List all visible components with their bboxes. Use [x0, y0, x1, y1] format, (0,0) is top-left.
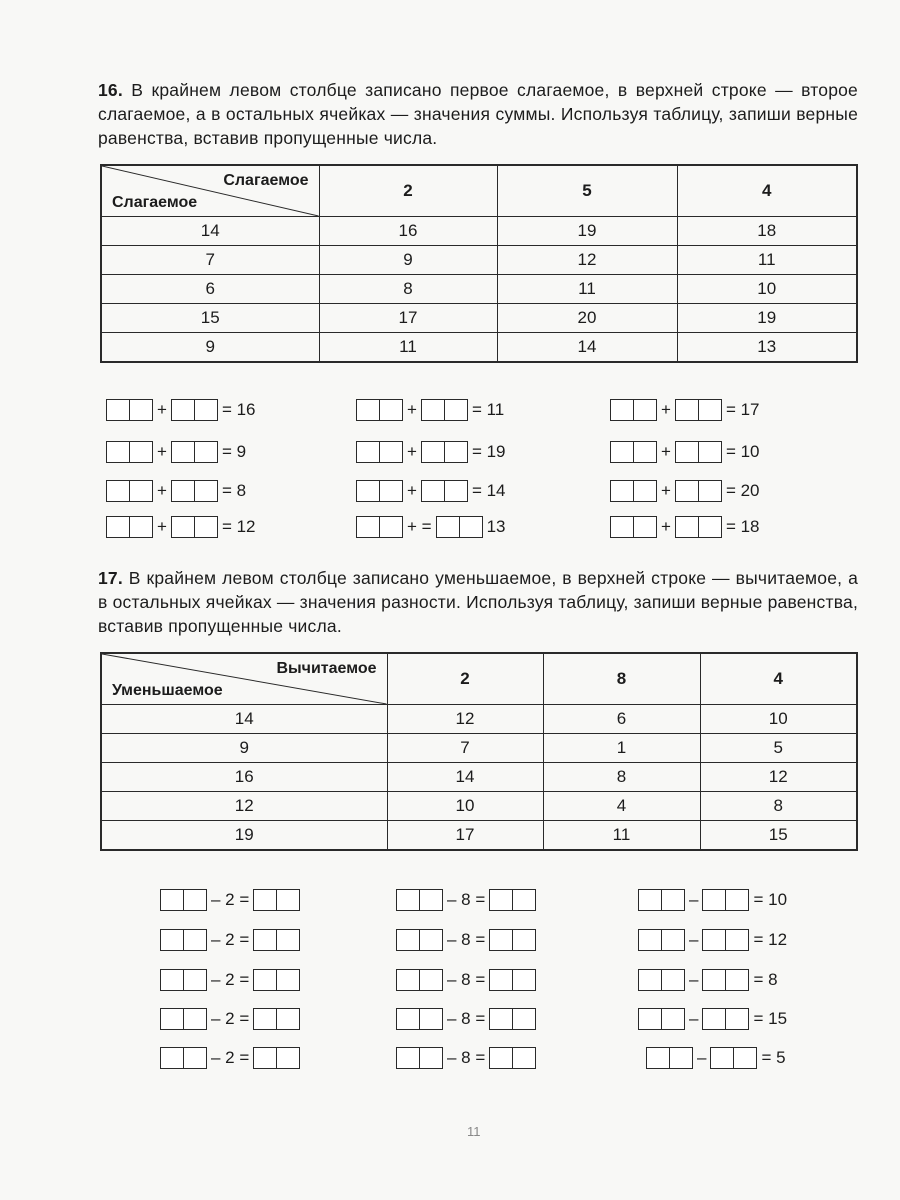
table-cell: 17	[387, 821, 543, 851]
answer-box[interactable]	[702, 929, 749, 951]
answer-box[interactable]	[675, 441, 722, 463]
corner-bottom-label: Слагаемое	[112, 194, 198, 211]
answer-box[interactable]	[489, 889, 536, 911]
table-row	[101, 734, 857, 763]
answer-box[interactable]	[610, 480, 657, 502]
corner-top-label: Вычитаемое	[276, 660, 377, 677]
table-cell: 15	[101, 304, 319, 333]
answer-box[interactable]	[106, 516, 153, 538]
equation	[160, 928, 300, 952]
answer-box[interactable]	[675, 399, 722, 421]
operator: +	[157, 481, 167, 500]
table-cell: 9	[101, 333, 319, 363]
header-cell: 4	[700, 653, 857, 705]
table-cell: 19	[101, 821, 387, 851]
subtraction-table	[100, 652, 858, 851]
task-16-number: 16.	[98, 80, 123, 100]
table-row	[101, 246, 857, 275]
equation	[396, 968, 536, 992]
result: = 10	[725, 442, 760, 461]
answer-box[interactable]	[160, 1008, 207, 1030]
operator: +	[661, 400, 671, 419]
answer-box[interactable]	[396, 1047, 443, 1069]
operator: – 2 =	[211, 1009, 250, 1028]
operator: – 8 =	[447, 1048, 486, 1067]
operator: – 8 =	[447, 1009, 486, 1028]
table-cell: 9	[319, 246, 497, 275]
operator: +	[157, 400, 167, 419]
table-cell: 20	[497, 304, 677, 333]
table-cell: 16	[101, 763, 387, 792]
header-cell: 2	[319, 165, 497, 217]
result: = 12	[753, 930, 788, 949]
answer-box[interactable]	[253, 969, 300, 991]
answer-box[interactable]	[253, 1047, 300, 1069]
result: = 12	[221, 517, 256, 536]
answer-box[interactable]	[253, 1008, 300, 1030]
result: = 16	[221, 400, 256, 419]
result: = 18	[725, 517, 760, 536]
table-cell: 12	[101, 792, 387, 821]
result: = 10	[753, 890, 788, 909]
result: = 8	[753, 970, 778, 989]
equation	[638, 1007, 791, 1031]
table-cell: 4	[543, 792, 700, 821]
table-cell: 5	[700, 734, 857, 763]
table-cell: 6	[101, 275, 319, 304]
answer-box[interactable]	[421, 480, 468, 502]
header-cell: 5	[497, 165, 677, 217]
table-cell: 6	[543, 705, 700, 734]
answer-box[interactable]	[171, 399, 218, 421]
answer-box[interactable]	[160, 889, 207, 911]
equation	[638, 968, 782, 992]
answer-box[interactable]	[710, 1047, 757, 1069]
answer-box[interactable]	[396, 889, 443, 911]
table-cell: 7	[387, 734, 543, 763]
equation	[638, 888, 791, 912]
equation	[610, 479, 764, 503]
corner-top-label: Слагаемое	[223, 172, 309, 189]
answer-box[interactable]	[356, 516, 403, 538]
table-cell: 17	[319, 304, 497, 333]
answer-box[interactable]	[106, 480, 153, 502]
answer-box[interactable]	[171, 516, 218, 538]
answer-box[interactable]	[253, 929, 300, 951]
table-cell: 10	[677, 275, 857, 304]
operator: – 8 =	[447, 930, 486, 949]
operator: + =	[407, 517, 432, 536]
answer-box[interactable]	[638, 889, 685, 911]
task-17-text	[98, 566, 858, 638]
answer-box[interactable]	[421, 441, 468, 463]
answer-box[interactable]	[646, 1047, 693, 1069]
answer-box[interactable]	[396, 929, 443, 951]
answer-box[interactable]	[396, 969, 443, 991]
task-16-body: В крайнем левом столбце записано первое слагаемое, в верхней строке — второе слагаемое, а в остальных ячейках — значения суммы. Используя таблицу, запиши верные равенства, вставив пропущенные числа.	[98, 80, 858, 148]
table-cell: 14	[101, 217, 319, 246]
answer-box[interactable]	[638, 1008, 685, 1030]
equation	[356, 515, 510, 539]
answer-box[interactable]	[489, 1008, 536, 1030]
table-cell: 13	[677, 333, 857, 363]
equation	[396, 888, 536, 912]
table-cell: 12	[387, 705, 543, 734]
result: = 20	[725, 481, 760, 500]
table-cell: 19	[677, 304, 857, 333]
addition-table	[100, 164, 858, 363]
operator: – 2 =	[211, 1048, 250, 1067]
equation	[160, 968, 300, 992]
equation	[396, 1046, 536, 1070]
answer-box[interactable]	[160, 929, 207, 951]
answer-box[interactable]	[610, 441, 657, 463]
result: = 14	[471, 481, 506, 500]
table-cell: 12	[497, 246, 677, 275]
equation	[356, 398, 508, 422]
answer-box[interactable]	[421, 399, 468, 421]
answer-box[interactable]	[489, 1047, 536, 1069]
answer-box[interactable]	[171, 480, 218, 502]
answer-box[interactable]	[106, 399, 153, 421]
operator: – 8 =	[447, 970, 486, 989]
table-cell: 11	[543, 821, 700, 851]
answer-box[interactable]	[610, 399, 657, 421]
operator: – 2 =	[211, 970, 250, 989]
answer-box[interactable]	[253, 889, 300, 911]
answer-box[interactable]	[638, 969, 685, 991]
header-cell: 8	[543, 653, 700, 705]
answer-box[interactable]	[356, 441, 403, 463]
operator: –	[689, 1009, 699, 1028]
answer-box[interactable]	[396, 1008, 443, 1030]
result: 13	[486, 517, 506, 536]
table-cell: 12	[700, 763, 857, 792]
equation	[356, 440, 510, 464]
table-row	[101, 792, 857, 821]
operator: –	[697, 1048, 707, 1067]
answer-box[interactable]	[489, 929, 536, 951]
table-row	[101, 705, 857, 734]
equation	[396, 1007, 536, 1031]
equation	[106, 440, 250, 464]
table-cell: 15	[700, 821, 857, 851]
result: = 11	[471, 400, 505, 419]
table-cell: 9	[101, 734, 387, 763]
answer-box[interactable]	[638, 929, 685, 951]
equation	[106, 515, 260, 539]
equation	[646, 1046, 790, 1070]
table-row	[101, 275, 857, 304]
operator: –	[689, 970, 699, 989]
subtraction-table-corner	[101, 653, 387, 705]
table-row	[101, 304, 857, 333]
answer-box[interactable]	[702, 889, 749, 911]
answer-box[interactable]	[106, 441, 153, 463]
answer-box[interactable]	[171, 441, 218, 463]
equation	[610, 440, 764, 464]
result: = 9	[221, 442, 247, 461]
equation	[160, 888, 300, 912]
operator: – 8 =	[447, 890, 486, 909]
table-cell: 19	[497, 217, 677, 246]
equation	[638, 928, 791, 952]
equation	[106, 398, 260, 422]
equation	[396, 928, 536, 952]
operator: +	[407, 442, 417, 461]
table-cell: 11	[497, 275, 677, 304]
operator: – 2 =	[211, 930, 250, 949]
table-cell: 14	[497, 333, 677, 363]
operator: +	[157, 442, 167, 461]
equation	[356, 479, 510, 503]
table-cell: 11	[319, 333, 497, 363]
operator: +	[407, 400, 417, 419]
table-cell: 7	[101, 246, 319, 275]
answer-box[interactable]	[356, 399, 403, 421]
answer-box[interactable]	[675, 480, 722, 502]
equation	[610, 398, 764, 422]
result: = 15	[753, 1009, 788, 1028]
equation	[160, 1007, 300, 1031]
table-cell: 18	[677, 217, 857, 246]
task-17-body: В крайнем левом столбце записано уменьшаемое, в верхней строке — вычитаемое, а в остальных ячейках — значения разности. Используя таблицу, запиши верные равенства, вставив пропущенные числа.	[98, 568, 859, 636]
table-cell: 8	[319, 275, 497, 304]
equation	[106, 479, 250, 503]
answer-box[interactable]	[160, 1047, 207, 1069]
operator: +	[661, 481, 671, 500]
table-row	[101, 217, 857, 246]
table-cell: 14	[101, 705, 387, 734]
answer-box[interactable]	[702, 1008, 749, 1030]
operator: –	[689, 930, 699, 949]
table-row	[101, 763, 857, 792]
table-cell: 16	[319, 217, 497, 246]
answer-box[interactable]	[436, 516, 483, 538]
table-row	[101, 333, 857, 363]
table-cell: 8	[700, 792, 857, 821]
result: = 5	[761, 1048, 786, 1067]
answer-box[interactable]	[702, 969, 749, 991]
table-cell: 10	[700, 705, 857, 734]
equation	[610, 515, 764, 539]
table-cell: 11	[677, 246, 857, 275]
table-cell: 1	[543, 734, 700, 763]
operator: +	[661, 517, 671, 536]
operator: +	[157, 517, 167, 536]
addition-table-corner	[101, 165, 319, 217]
answer-box[interactable]	[489, 969, 536, 991]
answer-box[interactable]	[610, 516, 657, 538]
task-16-text	[98, 78, 858, 150]
table-cell: 8	[543, 763, 700, 792]
corner-bottom-label: Уменьшаемое	[112, 682, 223, 699]
page-number: 11	[467, 1124, 481, 1139]
header-cell: 2	[387, 653, 543, 705]
equation	[160, 1046, 300, 1070]
operator: – 2 =	[211, 890, 250, 909]
operator: +	[661, 442, 671, 461]
result: = 8	[221, 481, 247, 500]
table-cell: 10	[387, 792, 543, 821]
answer-box[interactable]	[675, 516, 722, 538]
table-row	[101, 821, 857, 851]
task-17-number: 17.	[98, 568, 123, 588]
table-cell: 14	[387, 763, 543, 792]
operator: +	[407, 481, 417, 500]
result: = 19	[471, 442, 506, 461]
header-cell: 4	[677, 165, 857, 217]
answer-box[interactable]	[160, 969, 207, 991]
operator: –	[689, 890, 699, 909]
result: = 17	[725, 400, 760, 419]
answer-box[interactable]	[356, 480, 403, 502]
